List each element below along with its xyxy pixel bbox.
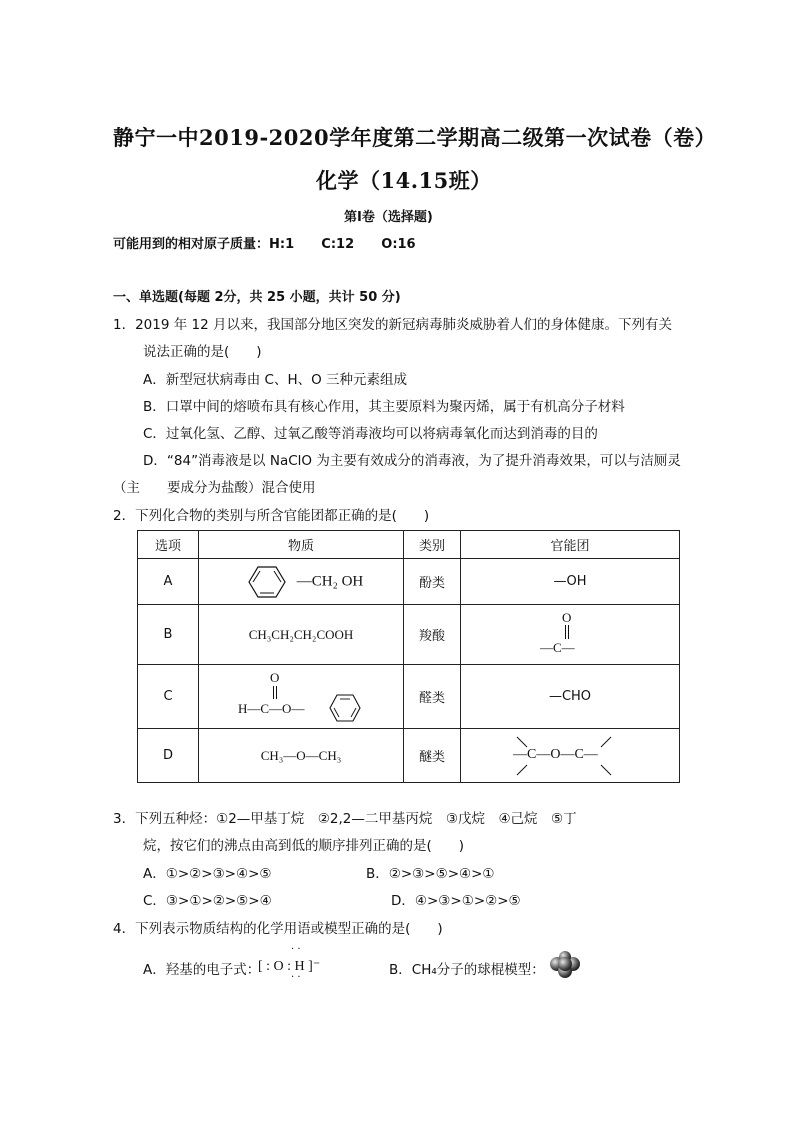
section-title: 第Ⅰ卷（选择题)	[344, 210, 433, 225]
q1-option-d-line2: （主 要成分为盐酸）混合使用	[113, 480, 316, 496]
lone-pair-dots-top: · ·	[291, 944, 301, 955]
row-option: A	[138, 559, 199, 605]
double-bond-line	[276, 686, 278, 699]
hydroxyl-electron-formula	[258, 944, 368, 984]
header-substance: 物质	[199, 531, 404, 559]
q3-stem-line1: 3．下列五种烃：①2—甲基丁烷 ②2,2—二甲基丙烷 ③戊烷 ④己烷 ⑤丁	[113, 811, 577, 827]
part-heading: 一、单选题(每题 2分，共 25 小题，共计 50 分)	[113, 290, 401, 305]
q3-option-c: C．③>①>②>⑤>④	[143, 893, 272, 909]
row-category: 羧酸	[404, 605, 461, 665]
carbonyl-oxygen: O	[562, 609, 572, 625]
benzene-ring-icon	[328, 692, 364, 724]
ether-bonds-icon	[505, 733, 635, 779]
q2-table	[137, 530, 680, 783]
double-bond-line	[568, 625, 570, 639]
substance-formula: —CH₂ OH	[296, 573, 364, 589]
row-category: 醛类	[404, 665, 461, 729]
row-group: —CHO	[461, 665, 680, 729]
double-bond-line	[273, 686, 275, 699]
q3-option-b: B．②>③>⑤>④>①	[366, 866, 495, 882]
exam-title: 静宁一中2019-2020学年度第二学期高二级第一次试卷（卷）	[113, 125, 717, 150]
row-option: D	[138, 729, 199, 783]
carbonyl-carbon: —C—	[540, 639, 575, 655]
benzene-ring-icon	[239, 563, 297, 601]
q4-stem: 4．下列表示物质结构的化学用语或模型正确的是( )	[113, 921, 443, 937]
header-option: 选项	[138, 531, 199, 559]
header-category: 类别	[404, 531, 461, 559]
table-row	[138, 605, 680, 665]
row-substance-d: CH₃—O—CH₃	[199, 729, 404, 783]
q3-option-a: A．①>②>③>④>⑤	[143, 866, 272, 882]
ch4-ball-model-icon	[548, 950, 582, 980]
row-substance-a	[199, 559, 404, 605]
q3-option-d: D．④>③>①>②>⑤	[391, 893, 521, 909]
table-row	[138, 729, 680, 783]
q1-option-a: A．新型冠状病毒由 C、H、O 三种元素组成	[143, 372, 408, 388]
row-category: 醚类	[404, 729, 461, 783]
exam-subtitle: 化学（14.15班）	[316, 168, 492, 193]
table-row	[138, 559, 680, 605]
q2-stem: 2．下列化合物的类别与所含官能团都正确的是( )	[113, 508, 430, 524]
table-header-row	[138, 531, 680, 559]
header-functional-group: 官能团	[461, 531, 680, 559]
row-option: B	[138, 605, 199, 665]
q4-option-a-label: A．羟基的电子式：	[143, 962, 261, 978]
ether-group-formula: —C—O—C—	[513, 746, 598, 762]
q4-option-b-label: B．CH₄分子的球棍模型：	[389, 962, 545, 978]
ester-carbonyl-oxygen: O	[270, 669, 280, 685]
q3-stem-line2: 烷，按它们的沸点由高到低的顺序排列正确的是( )	[143, 838, 465, 854]
formate-formula: H—C—O—	[238, 700, 305, 716]
q1-option-c: C．过氧化氢、乙醇、过氧乙酸等消毒液均可以将病毒氧化而达到消毒的目的	[143, 426, 598, 442]
row-category: 酚类	[404, 559, 461, 605]
row-group-carbonyl	[461, 605, 680, 665]
q1-option-d-line1: D．“84”消毒液是以 NaClO 为主要有效成分的消毒液，为了提升消毒效果，可以与洁厕灵	[143, 453, 681, 469]
table-row	[138, 665, 680, 729]
row-group-ether	[461, 729, 680, 783]
row-option: C	[138, 665, 199, 729]
lone-pair-dots-bottom: · ·	[291, 972, 301, 983]
double-bond-line	[565, 625, 567, 639]
row-group: —OH	[461, 559, 680, 605]
q1-stem-line2: 说法正确的是( )	[143, 344, 262, 360]
q1-stem-line1: 1．2019 年 12 月以来，我国部分地区突发的新冠病毒肺炎威胁着人们的身体健康。下列有关	[113, 317, 672, 333]
row-substance-c	[199, 665, 404, 729]
atomic-masses: 可能用到的相对原子质量：H:1 C:12 O:16	[113, 237, 416, 252]
q1-option-b: B．口罩中间的熔喷布具有核心作用，其主要原料为聚丙烯，属于有机高分子材料	[143, 399, 625, 415]
electron-formula-text: [ : O : H ]⁻	[258, 959, 321, 974]
row-substance-b: CH₃CH₂CH₂COOH	[199, 605, 404, 665]
